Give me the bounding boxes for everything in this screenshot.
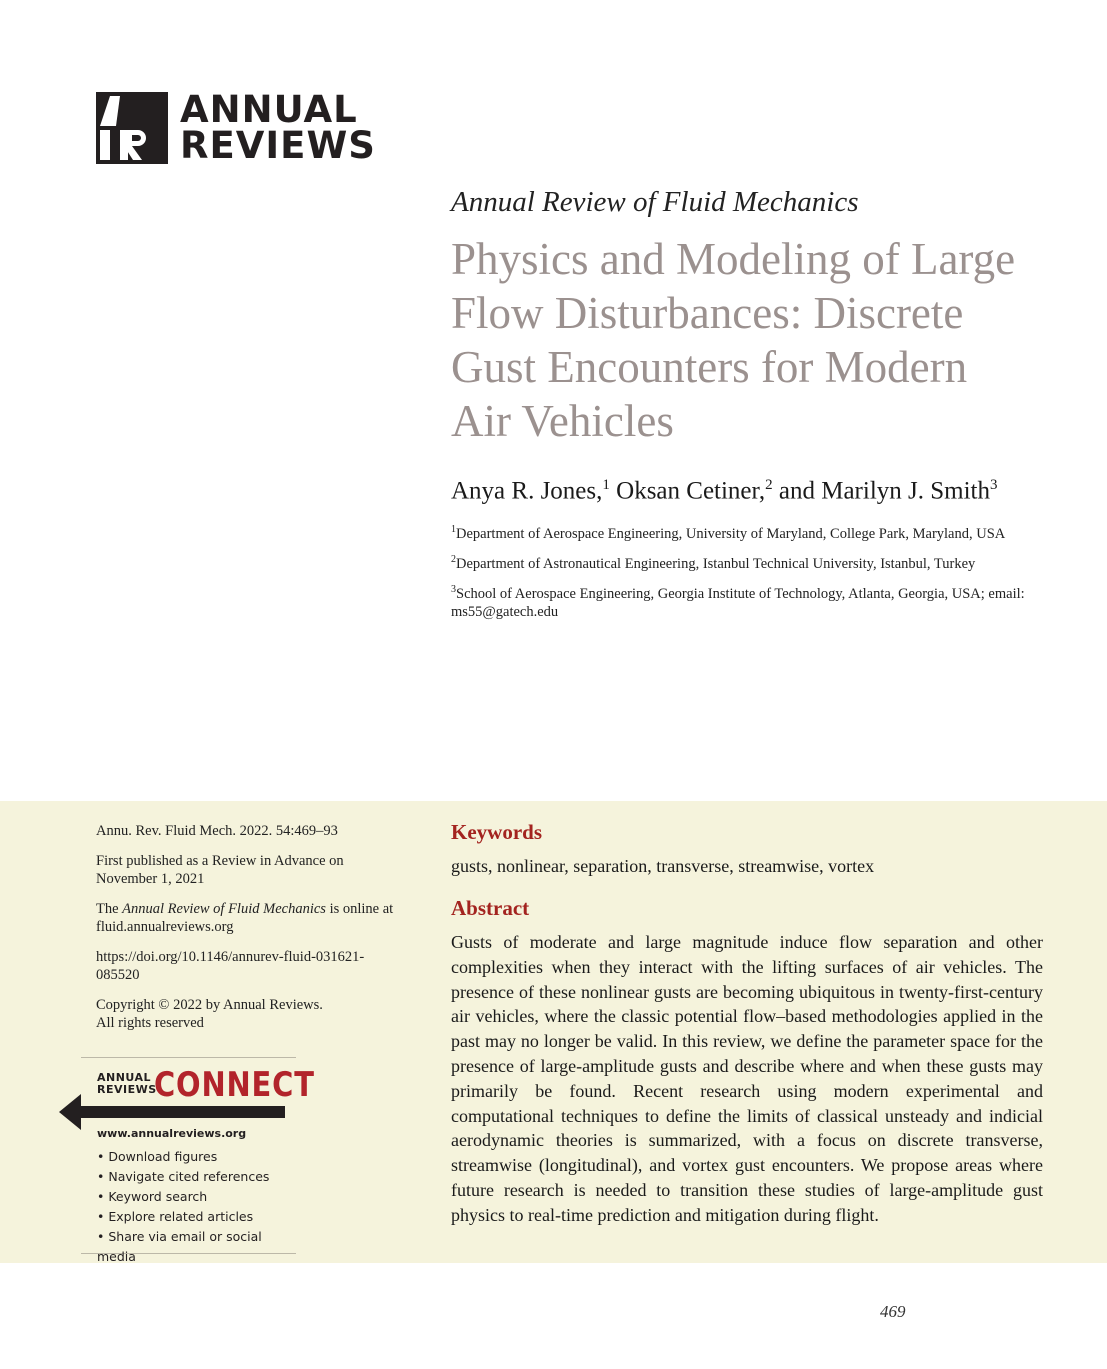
connect-small-logo — [97, 1072, 157, 1096]
connect-feature-list — [97, 1147, 296, 1267]
rights-line: All rights reserved — [96, 1015, 204, 1031]
affiliation-mark: 1 — [451, 524, 456, 535]
online-notice — [96, 900, 396, 936]
citation: Annu. Rev. Fluid Mech. 2022. 54:469–93 — [96, 823, 338, 839]
online-post: is online at fluid.annualreviews.org — [96, 901, 394, 935]
logo-line-annual: ANNUAL — [180, 88, 358, 131]
list-item: • Navigate cited references — [97, 1169, 270, 1184]
logo-line-reviews: REVIEWS — [180, 124, 376, 167]
list-item: • Share via email or social media — [97, 1229, 262, 1264]
author-affil-mark: 3 — [989, 477, 998, 493]
list-item: • Download figures — [97, 1149, 218, 1164]
connect-small-line: REVIEWS — [97, 1083, 157, 1096]
author-name: Anya R. Jones, — [451, 477, 603, 505]
connect-url[interactable]: www.annualreviews.org — [97, 1127, 247, 1140]
affiliation-text: Department of Astronautical Engineering, Istanbul Technical University, Istanbul, Turkey — [456, 555, 976, 572]
affiliation — [451, 520, 1061, 544]
online-journal: Annual Review of Fluid Mechanics — [122, 901, 326, 917]
affiliation-mark: 2 — [451, 553, 456, 565]
affiliation-text: School of Aerospace Engineering, Georgia Institute of Technology, Atlanta, Georgia, USA; email: ms55@gatech.edu — [451, 585, 1025, 621]
publication-date: First published as a Review in Advance on November 1, 2021 — [96, 853, 344, 887]
author-name: Marilyn J. Smith — [821, 477, 990, 505]
affiliation-mark: 3 — [451, 583, 456, 595]
article-metadata — [96, 822, 396, 1044]
author-name: Oksan Cetiner, — [616, 477, 766, 505]
online-pre: The — [96, 901, 119, 917]
list-item: • Keyword search — [97, 1189, 208, 1204]
article-title — [451, 232, 1071, 448]
page-number: 469 — [880, 1302, 906, 1321]
doi-link[interactable]: https://doi.org/10.1146/annurev-fluid-031621-085520 — [96, 949, 365, 983]
annual-reviews-logo — [96, 88, 376, 167]
author-conjunction: and — [778, 477, 815, 505]
affiliations — [451, 520, 1061, 628]
author-affil-mark: 2 — [765, 477, 773, 493]
journal-name: Annual Review of Fluid Mechanics — [451, 186, 859, 218]
list-item: • Explore related articles — [97, 1209, 254, 1224]
title-line: Air Vehicles — [451, 396, 674, 446]
author-affil-mark: 1 — [602, 477, 610, 493]
arrow-left-icon — [59, 1094, 289, 1130]
author-list — [451, 477, 997, 505]
affiliation — [451, 580, 1061, 623]
affiliation — [451, 550, 1061, 574]
keywords-text: gusts, nonlinear, separation, transverse, streamwise, vortex — [451, 856, 875, 876]
abstract-heading: Abstract — [451, 896, 530, 920]
copyright-line: Copyright © 2022 by Annual Reviews. — [96, 997, 323, 1013]
connect-small-line: ANNUAL — [97, 1071, 152, 1084]
title-line: Physics and Modeling of Large — [451, 234, 1016, 284]
connect-wordmark: CONNECT — [154, 1065, 315, 1105]
keywords-heading: Keywords — [451, 820, 542, 844]
title-line: Gust Encounters for Modern — [451, 342, 968, 392]
ar-logo-mark — [96, 92, 168, 164]
affiliation-text: Department of Aerospace Engineering, University of Maryland, College Park, Maryland, USA — [456, 525, 1006, 542]
annual-reviews-connect-box — [81, 1057, 315, 1264]
abstract-text: Gusts of moderate and large magnitude induce flow separation and other complexities when they interact with the lifting surfaces of air vehicles. The presence of these nonlinear gusts are becoming ubiquitous in twenty-first-century air vehicles, where the classic potential flow–based methodologies applied in the past may no longer be valid. In this review, we define the parameter space for the presence of large-amplitude gusts and describe where and when these gusts may primarily be found. Recent research using modern experimental and computational techniques to define the limits of classical unsteady and indicial aerodynamic theories is summarized, with a focus on discrete transverse, streamwise (longitudinal), and vortex gust encounters. We propose areas where future research is needed to transition these studies of large-amplitude gust physics to real-time prediction and mitigation during flight. — [451, 932, 1043, 1225]
title-line: Flow Disturbances: Discrete — [451, 288, 964, 338]
copyright — [96, 996, 396, 1032]
